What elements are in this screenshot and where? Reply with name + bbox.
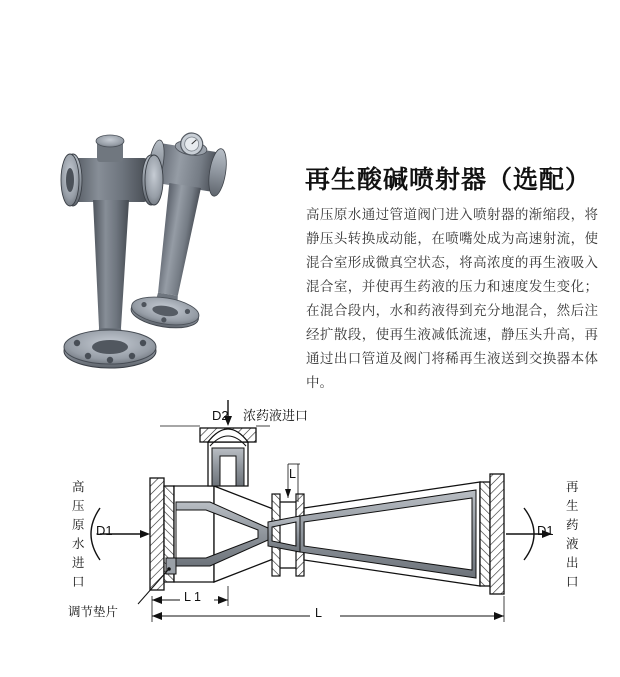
label-dimension-l-sub: L	[289, 467, 296, 481]
label-regenerant-outlet: 再生药液出口	[566, 480, 579, 589]
label-d2: D2	[212, 408, 229, 423]
label-d1-right: D1	[537, 523, 554, 538]
label-d1-left: D1	[96, 523, 113, 538]
label-dimension-l: L	[315, 606, 322, 620]
technical-diagram	[0, 390, 620, 677]
ejector-product-photo	[35, 110, 285, 375]
label-concentrated-chemical-inlet: 浓药液进口	[243, 408, 309, 423]
product-description: 高压原水通过管道阀门进入喷射器的渐缩段，将静压头转换成动能，在喷嘴处成为高速射流，使混合室形成微真空状态，将高浓度的再生液吸入混合室，并使再生药液的压力和速度发生变化；在混合段内，水和药液得到充分地混合，然后注经扩散段，使再生液减低流速，静压头升高，再通过出口管道及阀门将稀再生液送到交换器本体中。	[306, 207, 598, 390]
page-title: 再生酸碱喷射器（选配）	[305, 166, 592, 194]
label-dimension-l1: L 1	[184, 590, 201, 604]
label-high-pressure-raw-water-inlet: 高压原水进口	[72, 480, 85, 589]
label-adjusting-pad: 调节垫片	[68, 605, 119, 619]
